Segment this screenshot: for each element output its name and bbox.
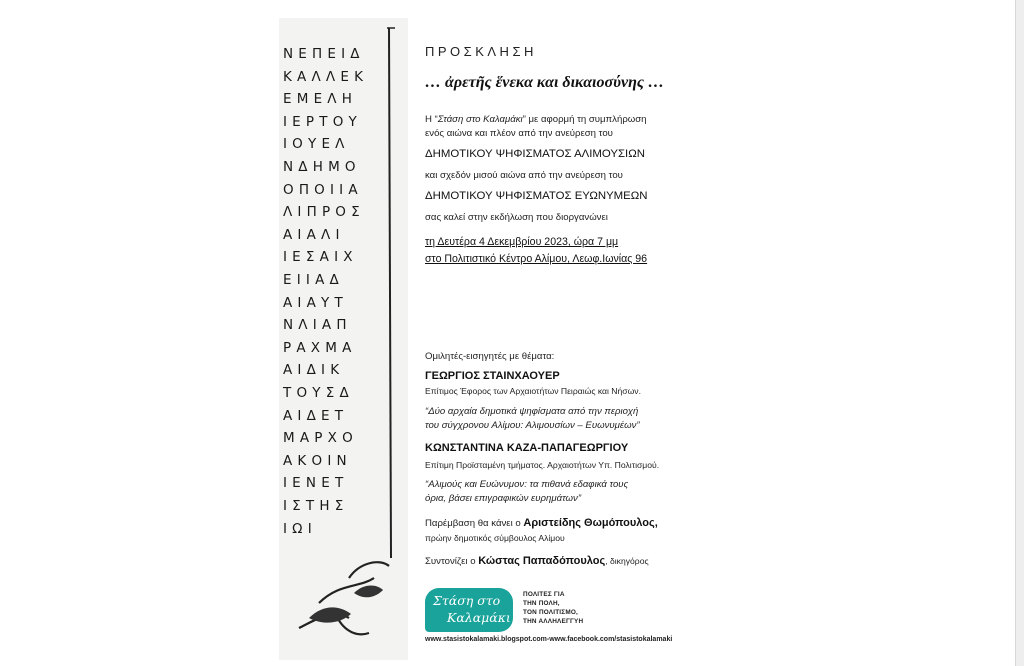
intro-prefix: Η “ [425, 114, 438, 125]
speaker-2-role: Επίτιμη Προϊσταμένη τμήματος. Αρχαιοτήτων Υπ. Πολιτισμού. [425, 460, 660, 470]
inscription-row: ΛΙΠΡΟΣ [283, 204, 365, 221]
speaker-1-name: ΓΕΩΡΓΙΟΣ ΣΤΑΙΝΧΑΟΥΕΡ [425, 370, 560, 382]
coordinator-line [425, 555, 649, 567]
intervention-prefix: Παρέμβαση θα κάνει ο [425, 518, 524, 529]
tagline-line-2: ΤΗΝ ΠΟΛΗ, [523, 600, 560, 607]
inscription-image [279, 18, 408, 660]
speaker-2-name: ΚΩΝΣΤΑΝΤΙΝΑ ΚΑΖΑ-ΠΑΠΑΓΕΩΡΓΙΟΥ [425, 442, 629, 454]
intro-line-4: σας καλεί στην εκδήλωση που διοργανώνει [425, 212, 608, 223]
speaker-1-role: Επίτιμος Έφορος των Αρχαιοτήτων Πειραιώς και Νήσων. [425, 386, 641, 396]
organization-logo [425, 588, 513, 632]
speakers-heading: Ομιλητές-εισηγητές με θέματα: [425, 351, 555, 362]
decree-2: ΔΗΜΟΤΙΚΟΥ ΨΗΦΙΣΜΑΤΟΣ ΕΥΩΝΥΜΕΩΝ [425, 190, 648, 202]
page-title: ΠΡΟΣΚΛΗΣΗ [425, 44, 537, 59]
inscription-row: ΑΚΟΙΝ [283, 452, 352, 469]
speaker-1-topic-line-1: “Δύο αρχαία δημοτικά ψηφίσματα από την περιοχή [425, 406, 639, 417]
tagline-line-1: ΠΟΛΙΤΕΣ ΓΙΑ [523, 591, 565, 598]
tagline-line-3: ΤΟΝ ΠΟΛΙΤΙΣΜΟ, [523, 609, 578, 616]
inscription-row: ΑΙΑΛΙ [283, 226, 345, 243]
inscription-row: ΙΕΝΕΤ [283, 475, 349, 492]
coordinator-prefix: Συντονίζει ο [425, 556, 479, 567]
intro-org: Στάση στο Καλαμάκι [437, 114, 523, 125]
logo-text-line-1: Στάση στο [433, 593, 501, 608]
inscription-row: ΙΟΥΕΛ [283, 136, 350, 153]
intro-line-3: και σχεδόν μισού αιώνα από την ανεύρεση του [425, 170, 623, 181]
inscription-row: ΝΕΠΕΙΔ [283, 46, 365, 62]
inscription-row: ΕΜΕΛΗ [283, 91, 358, 108]
intervention-name: Αριστείδης Θωμόπουλος, [523, 517, 658, 529]
inscription-row: ΙΩΙ [283, 520, 317, 537]
speaker-2-topic-line-1: “Αλιμούς και Ευώνυμον: τα πιθανά εδαφικά τους [425, 479, 629, 490]
intro-line-1 [425, 114, 647, 125]
decree-1: ΔΗΜΟΤΙΚΟΥ ΨΗΦΙΣΜΑΤΟΣ ΑΛΙΜΟΥΣΙΩΝ [425, 148, 645, 160]
inscription-row: ΜΑΡΧΟ [283, 430, 358, 447]
inscription-row: ΝΛΙΑΠ [283, 317, 352, 334]
inscription-row: ΑΙΑΥΤ [283, 294, 348, 311]
coordinator-name: Κώστας Παπαδόπουλος [478, 555, 606, 567]
scrollbar-track[interactable] [1016, 0, 1024, 666]
intervention-line [425, 517, 658, 529]
inscription-row: ΝΔΗΜΟ [283, 159, 361, 175]
speaker-2-topic-line-2: όρια, βάσει επιγραφικών ευρημάτων” [425, 493, 582, 504]
inscription-row: ΡΑΧΜΑ [283, 339, 357, 356]
inscription-row: ΑΙΔΕΤ [283, 407, 349, 424]
website-link[interactable]: www.stasistokalamaki.blogspot.com-www.facebook.com/stasistokalamaki [425, 636, 673, 643]
subtitle-quote: … ἀρετῆς ἕνεκα και δικαιοσύνης … [425, 74, 664, 91]
tagline-line-4: ΤΗΝ ΑΛΛΗΛΕΓΓΥΗ [523, 618, 584, 625]
coordinator-suffix: , δικηγόρος [605, 556, 649, 566]
inscription-row: ΟΠΟΙΙΑ [283, 181, 363, 198]
speaker-1-topic-line-2: του σύγχρονου Αλίμου: Αλιμουσίων – Ευωνυμέων” [425, 420, 640, 431]
intro-suffix: ” με αφορμή τη συμπλήρωση [522, 114, 647, 125]
logo-text-line-2: Καλαμάκι [447, 610, 511, 625]
inscription-row: ΑΙΔΙΚ [283, 362, 345, 379]
inscription-row: ΤΟΥΣΔ [283, 385, 354, 401]
event-venue: στο Πολιτιστικό Κέντρο Αλίμου, Λεωφ.Ιωνίας 96 [425, 253, 648, 265]
inscription-row: ΙΕΡΤΟΥ [283, 113, 362, 130]
inscription-row: ΙΕΣΑΙΧ [283, 249, 358, 266]
intro-line-2: ενός αιώνα και πλέον από την ανεύρεση του [425, 128, 613, 139]
intervention-role: πρώην δημοτικός σύμβουλος Αλίμου [425, 533, 565, 543]
inscription-row: ΙΣΤΗΣ [283, 498, 349, 514]
inscription-row: ΚΑΛΛΕΚ [283, 68, 369, 85]
event-date: τη Δευτέρα 4 Δεκεμβρίου 2023, ώρα 7 μμ [425, 236, 619, 248]
inscription-row: ΕΙΙΑΔ [283, 272, 344, 288]
